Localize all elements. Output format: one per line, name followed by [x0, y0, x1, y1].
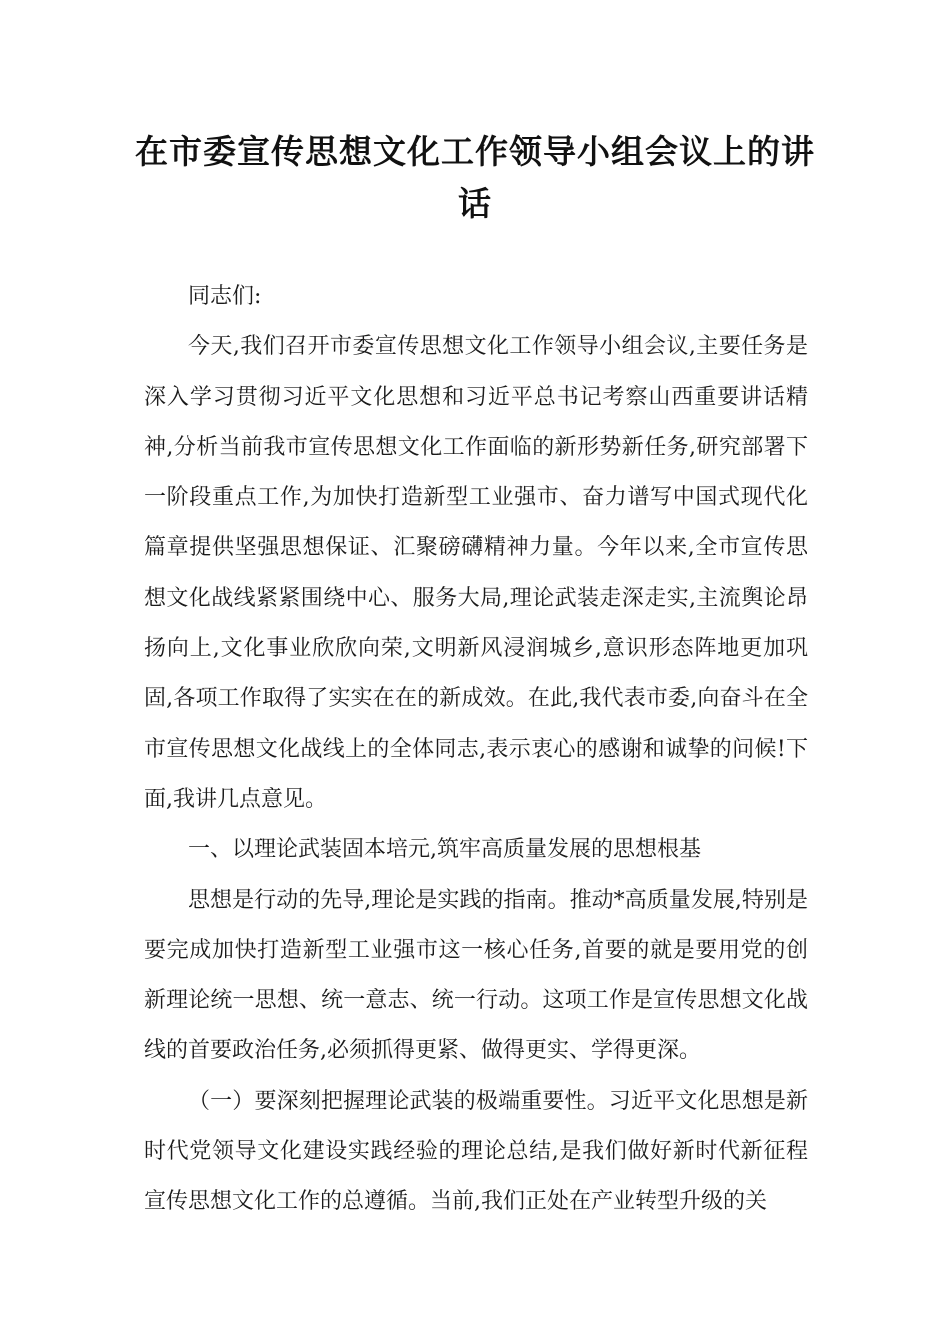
- document-body: [144, 272, 808, 1228]
- salutation: 同志们:: [188, 284, 262, 309]
- section-heading-1: 一、以理论武装固本培元,筑牢高质量发展的思想根基: [188, 837, 701, 863]
- document-title: 在市委宣传思想文化工作领导小组会议上的讲话: [135, 132, 815, 223]
- subsection-1-1: （一）要深刻把握理论武装的极端重要性。习近平文化思想是新时代党领导文化建设实践经验的理论总结,是我们做好新时代新征程宣传思想文化工作的总遵循。当前,我们正处在产业转型升级的关: [144, 1088, 808, 1215]
- paragraph-section-1: 思想是行动的先导,理论是实践的指南。推动*高质量发展,特别是要完成加快打造新型工业强市这一核心任务,首要的就是要用党的创新理论统一思想、统一意志、统一行动。这项工作是宣传思想文化战线的首要政治任务,必须抓得更紧、做得更实、学得更深。: [144, 887, 808, 1064]
- paragraph-opening: 今天,我们召开市委宣传思想文化工作领导小组会议,主要任务是深入学习贯彻习近平文化思想和习近平总书记考察山西重要讲话精神,分析当前我市宣传思想文化工作面临的新形势新任务,研究部署下一阶段重点工作,为加快打造新型工业强市、奋力谱写中国式现代化篇章提供坚强思想保证、汇聚磅礴精神力量。今年以来,全市宣传思想文化战线紧紧围绕中心、服务大局,理论武装走深走实,主流舆论昂扬向上,文化事业欣欣向荣,文明新风浸润城乡,意识形态阵地更加巩固,各项工作取得了实实在在的新成效。在此,我代表市委,向奋斗在全市宣传思想文化战线上的全体同志,表示衷心的感谢和诚挚的问候!下面,我讲几点意见。: [144, 334, 808, 812]
